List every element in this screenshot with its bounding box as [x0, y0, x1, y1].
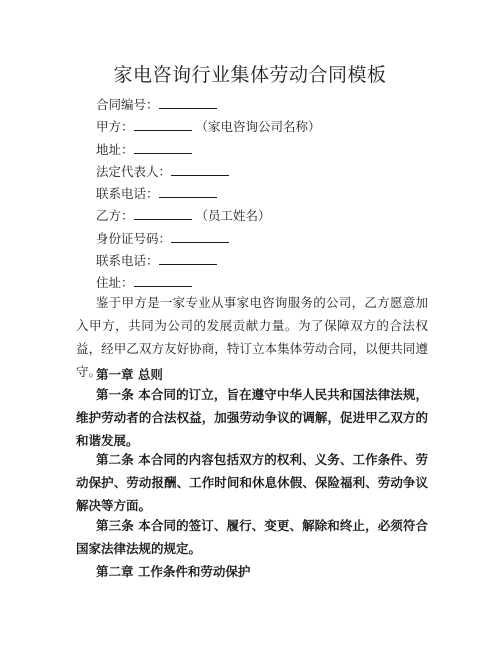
phone-b-field — [96, 251, 217, 269]
article-1-paragraph: 第一条 本合同的订立，旨在遵守中华人民共和国法律法规，维护劳动者的合法权益，加强劳动争议的调解，促进甲乙双方的和谐发展。 — [76, 387, 428, 448]
contract-number-blank — [159, 97, 217, 109]
article-3-paragraph: 第三条 本合同的签订、履行、变更、解除和终止，必须符合国家法律法规的规定。 — [76, 518, 428, 556]
intro-paragraph: 鉴于甲方是一家专业从事家电咨询服务的公司，乙方愿意加入甲方，共同为公司的发展贡献力量。为了保障双方的合法权益，经甲乙双方友好协商，特订立本集体劳动合同，以便共同遵守。 — [76, 295, 428, 379]
party-b-note: （员工姓名） — [195, 208, 271, 223]
address-b-blank — [134, 275, 192, 287]
address-b-field — [96, 273, 192, 291]
legal-rep-label: 法定代表人： — [96, 164, 172, 179]
address-a-blank — [134, 142, 192, 154]
party-a-note: （家电咨询公司名称） — [195, 119, 321, 134]
id-number-field — [96, 229, 229, 247]
party-b-field — [96, 206, 271, 224]
chapter-1-heading: 第一章 总则 — [96, 367, 163, 382]
address-a-field — [96, 140, 192, 158]
party-a-field — [96, 117, 321, 135]
article-2-paragraph: 第二条 本合同的内容包括双方的权利、义务、工作条件、劳动保护、劳动报酬、工作时间和休息休假、保险福利、劳动争议解决等方面。 — [76, 452, 428, 513]
phone-a-field — [96, 184, 217, 202]
phone-b-blank — [159, 253, 217, 265]
legal-rep-blank — [171, 164, 229, 176]
phone-a-blank — [159, 186, 217, 198]
contract-number-field — [96, 95, 217, 113]
phone-a-label: 联系电话： — [96, 186, 159, 201]
id-number-blank — [171, 231, 229, 243]
phone-b-label: 联系电话： — [96, 253, 159, 268]
party-a-blank — [134, 119, 192, 131]
contract-number-label: 合同编号： — [96, 97, 159, 112]
address-b-label: 住址： — [96, 275, 134, 290]
party-b-blank — [134, 208, 192, 220]
address-a-label: 地址： — [96, 142, 134, 157]
id-number-label: 身份证号码： — [96, 231, 172, 246]
legal-rep-field — [96, 162, 229, 180]
party-a-label: 甲方： — [96, 119, 134, 134]
document-title: 家电咨询行业集体劳动合同模板 — [113, 64, 387, 86]
party-b-label: 乙方： — [96, 208, 134, 223]
chapter-2-heading: 第二章 工作条件和劳动保护 — [96, 564, 251, 579]
